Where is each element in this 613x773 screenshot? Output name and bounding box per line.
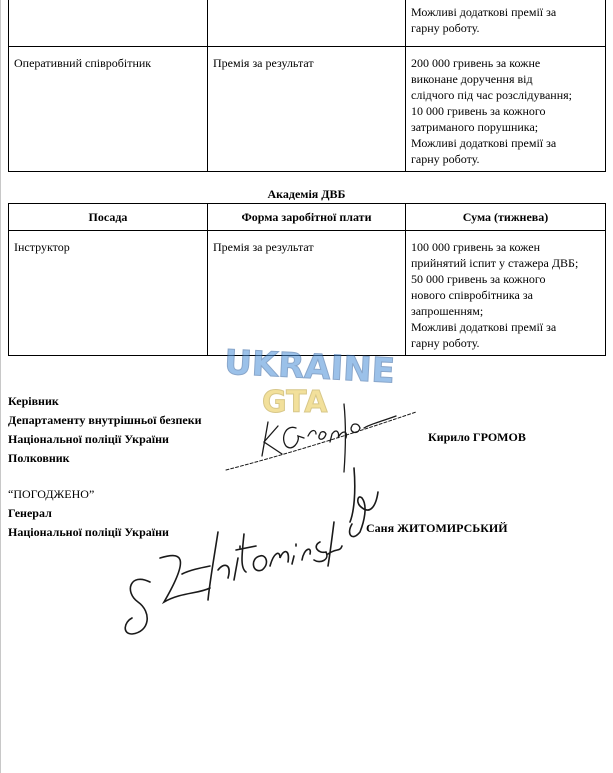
header-form: Форма заробітної плати (208, 204, 406, 231)
cell-form: Премія за результат (208, 231, 406, 356)
header-position: Посада (9, 204, 208, 231)
signatory2-line: Генерал (8, 506, 52, 520)
signatory1-line: Полковник (8, 451, 70, 465)
cell-position: Оперативний співробітник (9, 47, 208, 172)
cell-amount: 200 000 гривень за кожне виконане доручення від слідчого під час розслідування; 10 000 гривень за кожного затриманого порушника; Можливі додаткові премії за гарну роботу. (406, 47, 606, 172)
watermark-line1: UKRAINE (223, 342, 396, 392)
cell-amount: Можливі додаткові премії за гарну роботу. (406, 0, 606, 47)
cell-position: Інструктор (9, 231, 208, 356)
cell-amount: 100 000 гривень за кожен прийнятий іспит у стажера ДВБ; 50 000 гривень за кожного нового співробітника за запрошенням; Можливі додаткові премії за гарну роботу. (406, 231, 606, 356)
cell-position (9, 0, 208, 47)
table-row (9, 0, 606, 47)
signatory2-line: Національної поліції України (8, 525, 169, 539)
page-edge (0, 0, 1, 773)
signatory1-line: Національної поліції України (8, 432, 169, 446)
table-row (9, 47, 606, 172)
salary-table-top (8, 0, 606, 172)
salary-table-academy (8, 203, 606, 356)
signature-zhitomirskiy (120, 462, 390, 642)
signatory1-line: Департаменту внутрішньої безпеки (8, 413, 202, 427)
cell-form: Премія за результат (208, 47, 406, 172)
header-amount: Сума (тижнева) (406, 204, 606, 231)
table-header-row (9, 204, 606, 231)
signatory2-name: Саня ЖИТОМИРСЬКИЙ (366, 521, 508, 535)
signatory1-block (8, 392, 202, 468)
section-title: Академія ДВБ (267, 187, 346, 201)
signatory1-line: Керівник (8, 394, 59, 408)
cell-form (208, 0, 406, 47)
watermark-line2: GTA (262, 385, 328, 420)
signatory1-name: Кирило ГРОМОВ (428, 430, 526, 444)
approved-label: “ПОГОДЖЕНО” (8, 487, 95, 501)
table-row (9, 231, 606, 356)
